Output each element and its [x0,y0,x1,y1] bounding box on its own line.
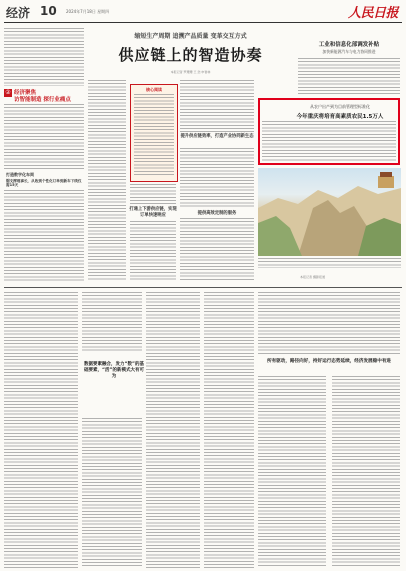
main-col-3c-text [180,218,254,280]
core-reading-box [130,84,178,182]
right-article-text [298,58,400,96]
right-article-subtitle: 加快新能源汽车与电力协同推进 [322,49,376,54]
highlighted-article-text [262,121,396,162]
issue-date: 2024年7月18日 星期四 [66,9,110,14]
bottom-col-1-text [4,292,78,568]
highlighted-article-subtitle: 从农户出产到为目前管理型标准化 [310,104,370,109]
main-col-2-text [130,184,176,204]
news-photo [258,168,401,256]
left-subhead-2: 钢支撑理事长，从收到个性化订单到新车下线仅需15天 [6,179,82,188]
section-divider [4,287,402,288]
article-headline: 供应链上的智造协奏 [118,46,263,64]
main-col-3-text [180,80,254,132]
main-col-1-text [88,80,126,280]
photo-credit: 本报记者 摄影报道 [300,275,325,279]
section-tag: ② [5,89,11,96]
highlighted-article-title[interactable]: 今年重庆将培育高素质农民1.5万人 [296,114,384,120]
landscape-illustration [258,168,401,256]
left-subhead-1: 打造数字化车间 [6,172,34,177]
article-kicker: 缩短生产周期 追溯产品质量 变革交互方式 [134,33,247,40]
newspaper-logo: 人民日报 [347,6,398,21]
right-article-title: 工业和信息化部调发补贴 [318,42,380,48]
bottom-col-2-text-top [82,292,142,352]
bottom-col-5-text [258,376,326,568]
article-byline: 本报记者 罗珊珊 王 浩 申智林 [170,70,211,74]
page-header [0,0,406,24]
main-subhead-2: 提升供应链效率，打造产业协同新生态 [180,134,254,139]
main-subhead-1: 打通上下游供应链，实现订单快速响应 [129,207,177,218]
section-tag-subtitle: 访智能制造 探行业痛点 [14,97,71,103]
bottom-col-2-text [82,418,142,568]
bottom-col-4-text [204,292,254,568]
bottom-right-headline: 所有驱动，路径向好，持好运行态势延续，经济发展稳中有进 [266,359,392,364]
core-reading-title: 核心阅读 [146,87,162,92]
bottom-feature-title: 数据要素融合，发力“数”的基础要素，“活”的新模式大有可为 [84,362,144,379]
left-column-text-top [4,28,84,86]
left-column-text-bottom [4,190,84,282]
bottom-col-6-text [332,376,400,568]
left-column-text-mid [4,104,84,170]
bottom-col-3-text [146,292,200,568]
header-rule [4,22,402,23]
section-name: 经济 [6,6,31,20]
photo-caption [258,258,401,268]
page-number: 10 [40,4,57,18]
section-tag-title: 经济聚焦 [14,90,37,96]
main-col-2b-text [130,221,176,280]
bottom-col-5-text-top [258,292,400,354]
main-col-3b-text [180,148,254,208]
main-subhead-3: 提供高效定制的服务 [197,211,237,216]
core-reading-text [134,94,174,176]
